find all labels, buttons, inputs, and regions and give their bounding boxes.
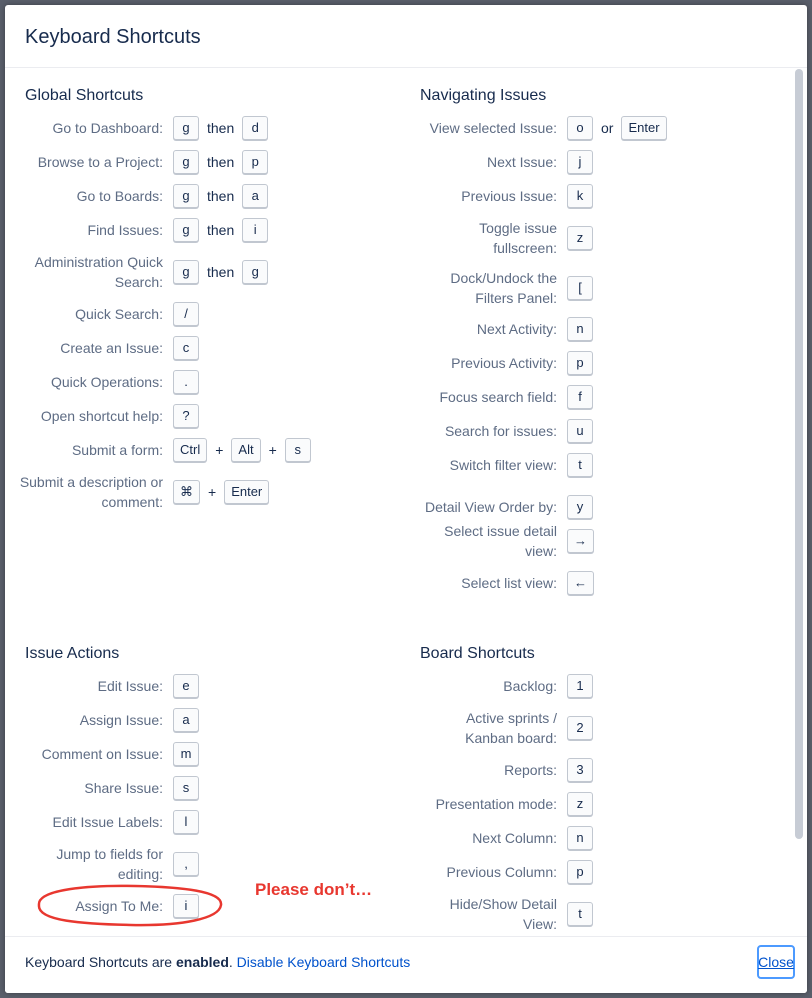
- shortcut-status: [25, 954, 410, 970]
- key-separator: +: [208, 484, 217, 500]
- shortcut-label: Reports:: [504, 762, 557, 778]
- shortcut-label: Select list view:: [461, 575, 557, 591]
- keyboard-key: s: [173, 776, 199, 800]
- shortcut-keys: [567, 716, 593, 740]
- disable-shortcuts-link[interactable]: Disable Keyboard Shortcuts: [236, 954, 411, 970]
- keyboard-key: i: [173, 894, 199, 918]
- keyboard-key: g: [173, 218, 199, 242]
- key-separator: then: [207, 188, 235, 204]
- shortcut-label: Quick Operations:: [50, 374, 163, 390]
- scrollbar[interactable]: [795, 69, 803, 839]
- shortcut-label: Presentation mode:: [435, 796, 557, 812]
- shortcut-label: Assign Issue:: [79, 712, 163, 728]
- keyboard-key: Enter: [224, 480, 269, 504]
- shortcut-keys: [173, 370, 199, 394]
- keyboard-key: Ctrl: [173, 438, 207, 462]
- shortcut-keys: [567, 571, 594, 595]
- shortcut-keys: [567, 226, 593, 250]
- shortcut-keys: [173, 810, 199, 834]
- key-separator: +: [268, 442, 277, 458]
- shortcut-keys: [173, 708, 199, 732]
- keyboard-key: y: [567, 495, 593, 519]
- keyboard-key: Alt: [231, 438, 260, 462]
- shortcut-keys: [173, 404, 199, 428]
- shortcut-label: Next Column:: [472, 830, 557, 846]
- shortcut-row: [417, 419, 593, 443]
- status-value: enabled: [175, 954, 229, 970]
- shortcut-keys: [567, 758, 593, 782]
- keyboard-key: s: [285, 438, 311, 462]
- shortcut-keys: [567, 351, 593, 375]
- annotation-text: Please don’t…: [255, 880, 373, 899]
- shortcut-row: [23, 708, 199, 732]
- shortcut-row: [417, 317, 593, 341]
- shortcut-row: [13, 438, 311, 462]
- shortcut-row: [417, 351, 593, 375]
- shortcut-row: [417, 674, 593, 698]
- shortcut-keys: [567, 902, 593, 926]
- keyboard-key: g: [173, 116, 199, 140]
- key-separator: then: [207, 154, 235, 170]
- keyboard-key: n: [567, 826, 593, 850]
- shortcut-row: [23, 810, 199, 834]
- shortcut-row: [417, 521, 594, 561]
- shortcut-keys: [567, 184, 593, 208]
- shortcut-keys: [173, 742, 199, 766]
- shortcut-label: Previous Column:: [446, 864, 557, 880]
- shortcut-keys: [173, 260, 268, 284]
- keyboard-key: i: [242, 218, 268, 242]
- shortcut-label: Previous Issue:: [461, 188, 557, 204]
- shortcut-keys: [173, 218, 268, 242]
- status-prefix: Keyboard Shortcuts are: [25, 954, 173, 970]
- shortcut-row: [417, 453, 593, 477]
- keyboard-key: →: [567, 529, 594, 553]
- shortcut-keys: [173, 776, 199, 800]
- shortcut-row: [13, 302, 199, 326]
- shortcut-row: [417, 268, 593, 308]
- shortcut-row: [13, 370, 199, 394]
- shortcut-row: [23, 742, 199, 766]
- keyboard-key: f: [567, 385, 593, 409]
- shortcut-row: [417, 571, 594, 595]
- keyboard-key: .: [173, 370, 199, 394]
- keyboard-key: e: [173, 674, 199, 698]
- shortcut-row: [23, 776, 199, 800]
- keyboard-key: [: [567, 276, 593, 300]
- shortcut-row: [417, 385, 593, 409]
- shortcut-label: Go to Dashboard:: [52, 120, 163, 136]
- keyboard-key: g: [173, 150, 199, 174]
- key-separator: then: [207, 264, 235, 280]
- shortcut-label: Administration Quick Search:: [34, 254, 163, 290]
- shortcut-label: Previous Activity:: [451, 355, 557, 371]
- keyboard-key: z: [567, 226, 593, 250]
- shortcut-row: [23, 844, 199, 884]
- shortcut-row: [13, 404, 199, 428]
- shortcut-label: Find Issues:: [87, 222, 163, 238]
- shortcut-label: Search for issues:: [444, 423, 557, 439]
- keyboard-key: ←: [567, 571, 594, 595]
- shortcut-keys: [173, 184, 268, 208]
- shortcut-label: Edit Issue Labels:: [52, 814, 163, 830]
- shortcut-keys: [173, 894, 199, 918]
- shortcut-keys: [173, 116, 268, 140]
- shortcut-keys: [567, 419, 593, 443]
- shortcut-label: Backlog:: [503, 678, 557, 694]
- shortcut-row: [417, 860, 593, 884]
- keyboard-key: m: [173, 742, 199, 766]
- shortcut-keys: [567, 792, 593, 816]
- keyboard-key: l: [173, 810, 199, 834]
- shortcut-keys: [567, 276, 593, 300]
- shortcut-label: Next Issue:: [486, 154, 557, 170]
- shortcut-row: [417, 218, 593, 258]
- shortcut-label: Detail View Order by:: [424, 499, 557, 515]
- shortcut-label: Comment on Issue:: [41, 746, 163, 762]
- shortcut-label: Create an Issue:: [60, 340, 163, 356]
- keyboard-key: g: [173, 260, 199, 284]
- shortcut-keys: [173, 438, 311, 462]
- shortcut-label: Open shortcut help:: [40, 408, 163, 424]
- shortcut-keys: [173, 674, 199, 698]
- keyboard-key: 1: [567, 674, 593, 698]
- shortcut-label: Browse to a Project:: [37, 154, 163, 170]
- keyboard-key: ?: [173, 404, 199, 428]
- keyboard-key: p: [567, 351, 593, 375]
- shortcut-row: [417, 708, 593, 748]
- keyboard-key: t: [567, 453, 593, 477]
- status-suffix: .: [228, 954, 233, 970]
- section-title-global: Global Shortcuts: [25, 87, 144, 104]
- key-separator: +: [215, 442, 224, 458]
- keyboard-shortcuts-dialog: [5, 5, 807, 993]
- keyboard-key: k: [567, 184, 593, 208]
- close-button[interactable]: Close: [757, 945, 795, 979]
- shortcut-row: [417, 826, 593, 850]
- section-title-navigating: Navigating Issues: [420, 87, 547, 104]
- shortcut-row: [417, 758, 593, 782]
- shortcut-row: [13, 472, 269, 512]
- shortcut-label: Focus search field:: [439, 389, 557, 405]
- shortcut-keys: [567, 860, 593, 884]
- shortcut-keys: [173, 480, 269, 504]
- dialog-body[interactable]: [5, 67, 807, 937]
- shortcut-keys: [567, 674, 593, 698]
- shortcut-row: [13, 116, 268, 140]
- key-separator: then: [207, 222, 235, 238]
- shortcut-label: Submit a description or comment:: [19, 474, 163, 510]
- shortcut-keys: [173, 336, 199, 360]
- dialog-footer: [5, 936, 807, 993]
- shortcut-keys: [567, 116, 667, 140]
- shortcut-label: Toggle issue fullscreen:: [479, 220, 557, 256]
- shortcut-keys: [567, 453, 593, 477]
- shortcut-row: [23, 894, 199, 918]
- keyboard-key: c: [173, 336, 199, 360]
- keyboard-key: /: [173, 302, 199, 326]
- shortcut-label: Switch filter view:: [449, 457, 557, 473]
- keyboard-key: d: [242, 116, 268, 140]
- keyboard-key: p: [567, 860, 593, 884]
- shortcut-row: [417, 894, 593, 934]
- shortcut-keys: [567, 529, 594, 553]
- keyboard-key: t: [567, 902, 593, 926]
- key-separator: or: [601, 120, 614, 136]
- shortcut-label: Dock/Undock the Filters Panel:: [450, 270, 557, 306]
- shortcut-row: [13, 252, 268, 292]
- shortcut-label: Assign To Me:: [75, 898, 163, 914]
- shortcut-row: [417, 184, 593, 208]
- shortcut-row: [13, 336, 199, 360]
- keyboard-key: 3: [567, 758, 593, 782]
- keyboard-key: u: [567, 419, 593, 443]
- shortcut-label: Edit Issue:: [97, 678, 163, 694]
- shortcut-row: [13, 218, 268, 242]
- shortcut-keys: [173, 852, 199, 876]
- keyboard-key: n: [567, 317, 593, 341]
- shortcut-label: Next Activity:: [476, 321, 557, 337]
- shortcut-row: [417, 150, 593, 174]
- shortcut-label: Active sprints / Kanban board:: [465, 710, 557, 746]
- section-title-board: Board Shortcuts: [420, 645, 535, 662]
- shortcut-label: Quick Search:: [75, 306, 163, 322]
- shortcut-keys: [173, 150, 268, 174]
- keyboard-key: p: [242, 150, 268, 174]
- shortcut-keys: [567, 317, 593, 341]
- keyboard-key: a: [173, 708, 199, 732]
- shortcut-keys: [173, 302, 199, 326]
- keyboard-key: ⌘: [173, 480, 200, 504]
- shortcut-label: Go to Boards:: [76, 188, 163, 204]
- shortcut-row: [417, 792, 593, 816]
- shortcut-keys: [567, 495, 593, 519]
- shortcut-row: [13, 150, 268, 174]
- shortcut-keys: [567, 826, 593, 850]
- shortcut-row: [417, 495, 593, 519]
- keyboard-key: a: [242, 184, 268, 208]
- keyboard-key: g: [242, 260, 268, 284]
- keyboard-key: ,: [173, 852, 199, 876]
- shortcut-keys: [567, 385, 593, 409]
- keyboard-key: 2: [567, 716, 593, 740]
- shortcut-label: Share Issue:: [84, 780, 163, 796]
- dialog-header: [5, 5, 807, 68]
- shortcut-label: Submit a form:: [71, 442, 163, 458]
- shortcut-row: [417, 116, 667, 140]
- keyboard-key: o: [567, 116, 593, 140]
- key-separator: then: [207, 120, 235, 136]
- shortcut-row: [23, 674, 199, 698]
- shortcut-keys: [567, 150, 593, 174]
- keyboard-key: Enter: [621, 116, 666, 140]
- shortcut-label: View selected Issue:: [429, 120, 557, 136]
- dialog-title: Keyboard Shortcuts: [25, 26, 201, 48]
- shortcut-label: Hide/Show Detail View:: [449, 896, 557, 932]
- shortcut-label: Jump to fields for editing:: [56, 846, 163, 882]
- section-title-actions: Issue Actions: [25, 645, 120, 662]
- shortcut-row: [13, 184, 268, 208]
- shortcut-label: Select issue detail view:: [444, 523, 557, 559]
- keyboard-key: z: [567, 792, 593, 816]
- keyboard-key: j: [567, 150, 593, 174]
- keyboard-key: g: [173, 184, 199, 208]
